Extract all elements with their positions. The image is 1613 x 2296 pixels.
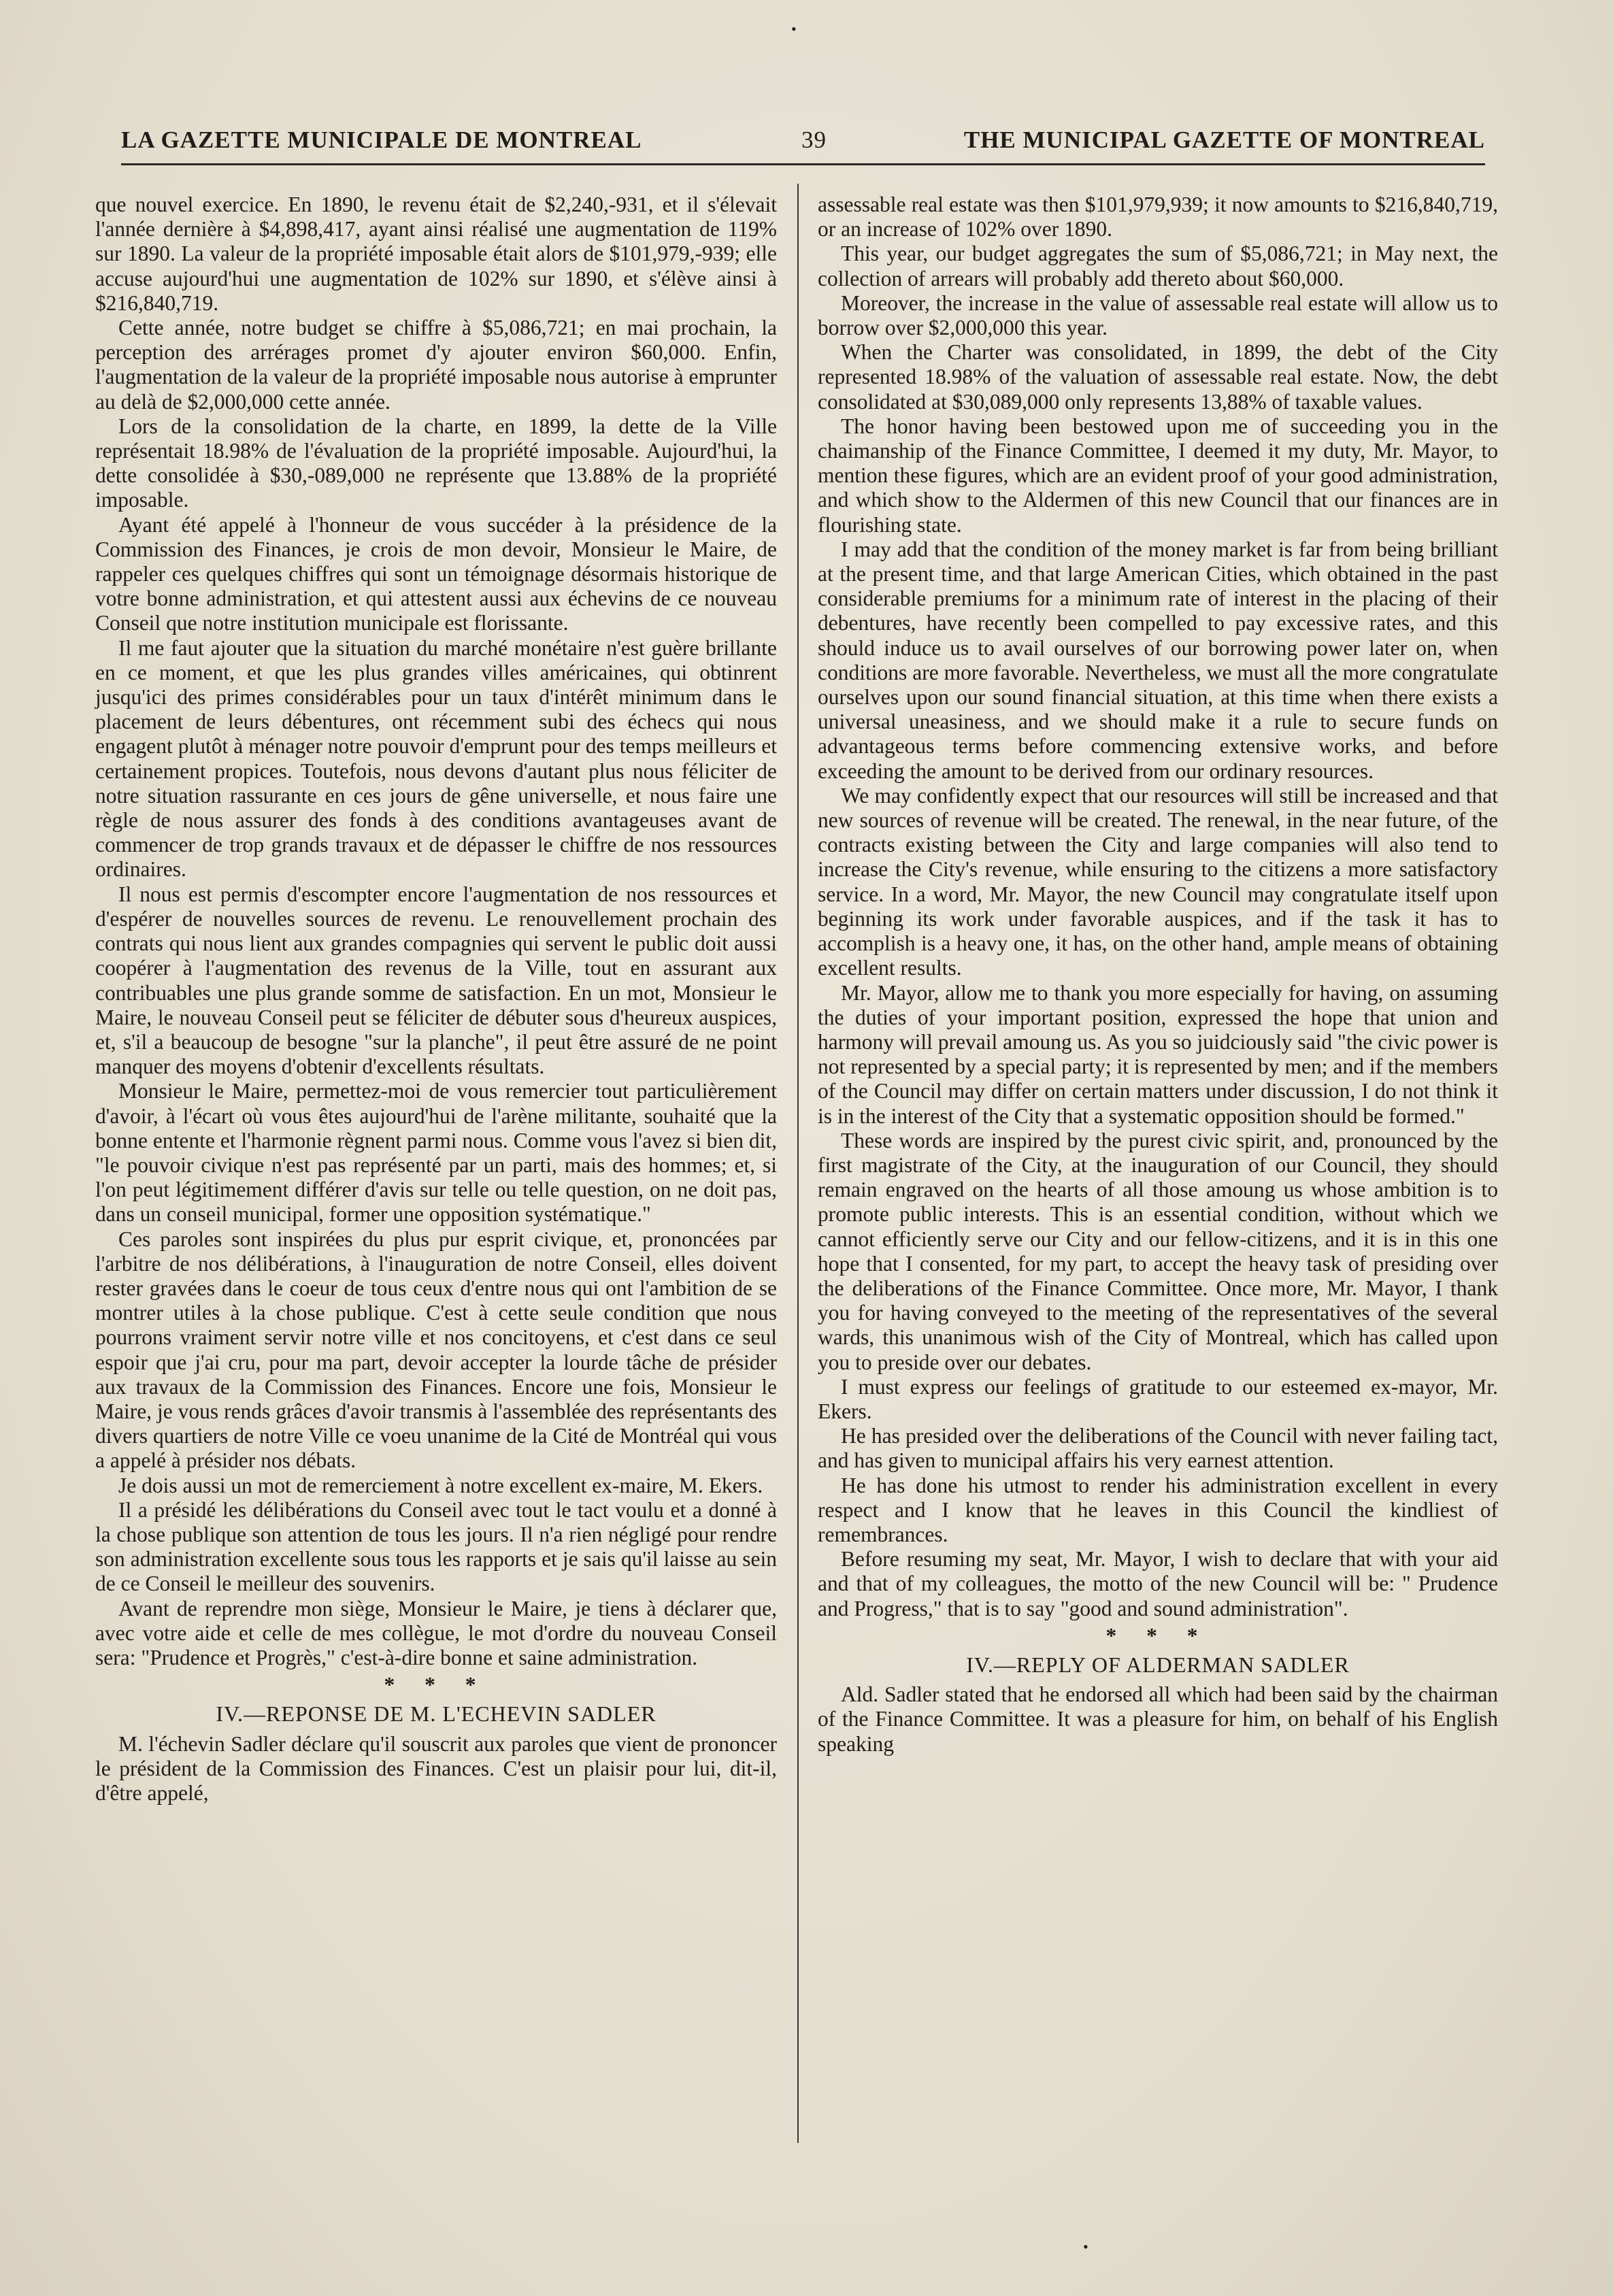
paragraph: Ald. Sadler stated that he endorsed all which had been said by the chairman of the Finance Committee. It was a pleasure for him, on behalf of his English speaking — [818, 1682, 1498, 1756]
paragraph: When the Charter was consolidated, in 1899, the debt of the City represented 18.98% of the valuation of assessable real estate. Now, the debt consolidated at $30,089,000 only represents 13,88% of taxable values. — [818, 340, 1498, 414]
page-speck: • — [1083, 2238, 1088, 2255]
paragraph: Il a présidé les délibérations du Conseil avec tout le tact voulu et a donné à la chose publique son attention de tous les jours. Il n'a rien négligé pour rendre son administration excellente sous tous les rapports et je sais qu'il laisse au sein de ce Conseil le meilleur des souvenirs. — [95, 1497, 777, 1596]
paragraph: Ayant été appelé à l'honneur de vous succéder à la présidence de la Commission des Finances, je crois de mon devoir, Monsieur le Maire, de rappeler ces quelques chiffres qui sont un témoignage désormais historique de votre bonne administration, et qui attestent aussi aux échevins de ce nouveau Conseil que notre institution municipale est florissante. — [95, 512, 777, 635]
header-french-title: LA GAZETTE MUNICIPALE DE MONTREAL — [121, 127, 642, 153]
english-column — [818, 193, 1498, 1757]
page-speck: • — [791, 20, 797, 37]
paragraph: Lors de la consolidation de la charte, en 1899, la dette de la Ville représentait 18.98% de l'évaluation de la propriété imposable. Aujourd'hui, la dette consolidée à $30,-089,000 ne représente que 13.88% de la propriété imposable. — [95, 414, 777, 512]
paragraph: Mr. Mayor, allow me to thank you more especially for having, on assuming the duties of your important position, expressed the hope that union and harmony will prevail amoung us. As you so juidciously said "the civic power is not represented by a special party; it is represented by men; and if the members of the Council may differ on certain matters under discussion, I do not think it is in the interest of the City that a systematic opposition should be formed." — [818, 980, 1498, 1128]
header-rule — [121, 163, 1485, 165]
paragraph: Moreover, the increase in the value of assessable real estate will allow us to borrow over $2,000,000 this year. — [818, 290, 1498, 340]
paragraph: The honor having been bestowed upon me of succeeding you in the chaimanship of the Finance Committee, I deemed it my duty, Mr. Mayor, to mention these figures, which are an evident proof of your good administration, and which show to the Aldermen of this new Council that our finances are in flourishing state. — [818, 414, 1498, 537]
section-separator: * * * — [384, 1673, 488, 1697]
paragraph: Il nous est permis d'escompter encore l'augmentation de nos ressources et d'espérer de nouvelles sources de revenu. Le renouvellement prochain des contrats qui nous lient aux grandes compagnies qui servent le public doit aussi coopérer à l'augmentation des revenus de la Ville, tout en assurant aux contribuables une plus grande somme de satisfaction. En un mot, Monsieur le Maire, le nouveau Conseil peut se féliciter de débuter sous d'heureux auspices, et, s'il a beaucoup de besogne "sur la planche", il peut être assuré de ne point manquer des moyens d'obtenir d'excellents résultats. — [95, 882, 777, 1079]
french-column — [95, 193, 777, 1806]
paragraph: We may confidently expect that our resources will still be increased and that new sources of revenue will be created. The renewal, in the near future, of the contracts existing between the City and large companies will also tend to increase the City's revenue, while ensuring to the citizens a more satisfactory service. In a word, Mr. Mayor, the new Council may congratulate itself upon beginning its work under favorable auspices, and if the task it has to accomplish is a heavy one, it has, on the other hand, ample means of obtaining excellent results. — [818, 783, 1498, 980]
paragraph: Je dois aussi un mot de remerciement à notre excellent ex-maire, M. Ekers. — [118, 1473, 763, 1497]
paragraph: Il me faut ajouter que la situation du marché monétaire n'est guère brillante en ce moment, et que les plus grandes villes américaines, qui obtinrent jusqu'ici des primes considérables pour un taux d'intérêt minimum dans le placement de leurs débentures, ont récemment subi des échecs qui nous engagent plutôt à ménager notre pouvoir d'emprunt pour des temps meilleurs et certainement propices. Toutefois, nous devons d'autant plus nous féliciter de notre situation rassurante en ces jours de gêne universelle, et nous faire une règle de nous assurer des fonds à des conditions avantageuses avant de commencer de trop grands travaux et de dépasser le chiffre de nos ressources ordinaires. — [95, 635, 777, 882]
paragraph: He has done his utmost to render his administration excellent in every respect and I know that he leaves in this Council the kindliest of remembrances. — [818, 1473, 1498, 1546]
paragraph: These words are inspired by the purest civic spirit, and, pronounced by the first magistrate of the City, at the inauguration of our Council, they should remain engraved on the hearts of all those amoung us whose ambition is to promote public interests. This is an essential condition, without which we cannot efficiently serve our City and our fellow-citizens, and it is in this one hope that I consented, for my part, to accept the heavy task of presiding over the deliberations of the Finance Committee. Once more, Mr. Mayor, I thank you for having conveyed to the meeting of the representatives of the several wards, this unanimous wish of the City of Montreal, which has called upon you to preside over our debates. — [818, 1128, 1498, 1374]
page-header — [121, 127, 1485, 162]
section-heading: IV.—REPLY OF ALDERMAN SADLER — [966, 1652, 1350, 1677]
paragraph: Before resuming my seat, Mr. Mayor, I wish to declare that with your aid and that of my colleagues, the motto of the new Council will be: " Prudence and Progress," that is to say "good and sound administration". — [818, 1547, 1498, 1620]
paragraph: I may add that the condition of the money market is far from being brilliant at the present time, and that large American Cities, which obtained in the past considerable premiums for a minimum rate of interest in the placing of their debentures, have recently been compelled to pay excessive rates, and this should induce us to avail ourselves of our borrowing power later on, when conditions are more favorable. Nevertheless, we must all the more congratulate ourselves upon our sound financial situation, at this time when there exists a universal uneasiness, and we should make it a rule to secure funds on advantageous terms before commencing extensive works, and before exceeding the amount to be derived from our ordinary resources. — [818, 537, 1498, 783]
paragraph: I must express our feelings of gratitude to our esteemed ex-mayor, Mr. Ekers. — [818, 1374, 1498, 1423]
paragraph: Ces paroles sont inspirées du plus pur esprit civique, et, prononcées par l'arbitre de nos délibérations, à l'inauguration de notre Conseil, elles doivent rester gravées dans le coeur de tous ceux d'entre nous qui ont l'ambition de se montrer utiles à la chose publique. C'est à cette seule condition que nous pourrons vraiment servir notre ville et nos concitoyens, et c'est dans ce seul espoir que j'ai cru, pour ma part, devoir accepter la lourde tâche de présider aux travaux de la Commission des Finances. Encore une fois, Monsieur le Maire, je vous rends grâces d'avoir transmis à l'assemblée des représentants des divers quartiers de notre Ville ce voeu unanime de la Cité de Montréal qui vous a appelé à présider nos débats. — [95, 1227, 777, 1473]
paragraph: Cette année, notre budget se chiffre à $5,086,721; en mai prochain, la perception des arrérages promet d'y ajouter environ $60,000. Enfin, l'augmentation de la valeur de la propriété imposable nous autorise à emprunter au delà de $2,000,000 cette année. — [95, 316, 777, 414]
header-english-title: THE MUNICIPAL GAZETTE OF MONTREAL — [963, 127, 1485, 153]
paragraph: assessable real estate was then $101,979,939; it now amounts to $216,840,719, or an increase of 102% over 1890. — [818, 193, 1498, 242]
column-divider — [797, 184, 799, 2143]
paragraph: que nouvel exercice. En 1890, le revenu était de $2,240,-931, et il s'élevait l'année dernière à $4,898,417, ayant ainsi réalisé une augmentation de 119% sur 1890. La valeur de la propriété imposable était alors de $101,979,-939; elle accuse aujourd'hui une augmentation de 102% sur 1890, et s'élève ainsi à $216,840,719. — [95, 193, 777, 315]
paragraph: Monsieur le Maire, permettez-moi de vous remercier tout particulièrement d'avoir, à l'écart où vous êtes aujourd'hui de l'arène militante, souhaité que la bonne entente et l'harmonie règnent parmi nous. Comme vous l'avez si bien dit, "le pouvoir civique n'est pas représenté par un parti, mais des hommes; et, si l'on peut légitimement différer d'avis sur telle ou telle question, on ne doit pas, dans un conseil municipal, former une opposition systématique." — [95, 1079, 777, 1227]
section-separator: * * * — [1105, 1623, 1210, 1648]
paragraph: M. l'échevin Sadler déclare qu'il souscrit aux paroles que vient de prononcer le président de la Commission des Finances. C'est un plaisir pour lui, dit-il, d'être appelé, — [95, 1731, 777, 1805]
page-number: 39 — [801, 127, 827, 153]
section-heading: IV.—REPONSE DE M. L'ECHEVIN SADLER — [216, 1701, 656, 1727]
paragraph: He has presided over the deliberations of the Council with never failing tact, and has given to municipal affairs his very earnest attention. — [818, 1424, 1498, 1473]
paragraph: This year, our budget aggregates the sum of $5,086,721; in May next, the collection of arrears will probably add thereto about $60,000. — [818, 242, 1498, 290]
paragraph: Avant de reprendre mon siège, Monsieur le Maire, je tiens à déclarer que, avec votre aide et celle de mes collègue, le mot d'ordre du nouveau Conseil sera: "Prudence et Progrès," c'est-à-dire bonne et saine administration. — [95, 1596, 777, 1669]
